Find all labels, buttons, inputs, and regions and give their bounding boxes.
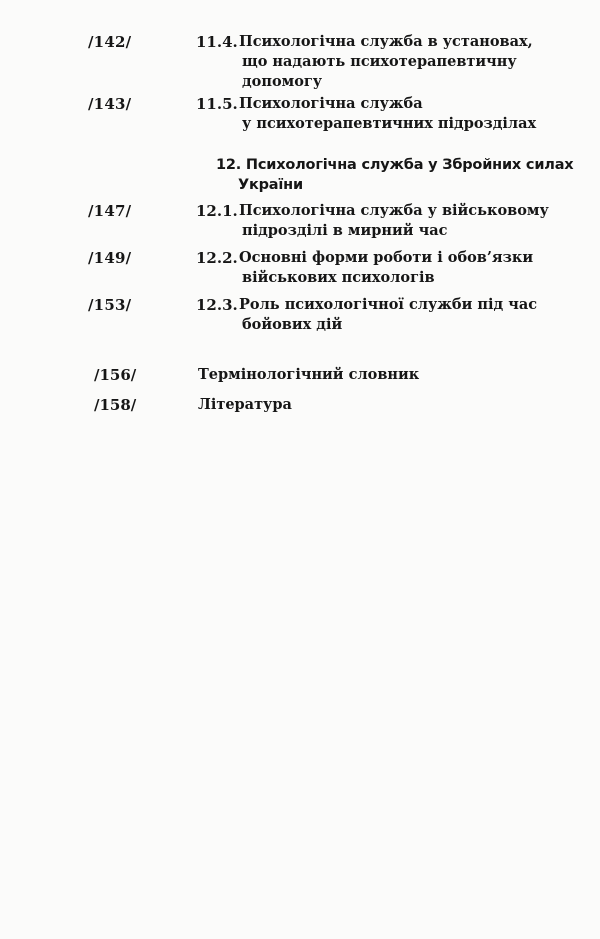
toc-entry-title-cont: допомогу bbox=[242, 73, 323, 90]
toc-entry-title: Психологічна служба у військовому bbox=[239, 202, 549, 219]
toc-page-number: /147/ bbox=[88, 202, 132, 220]
toc-section-heading-cont: України bbox=[238, 177, 303, 193]
toc-section-number: 11.5. bbox=[196, 95, 238, 113]
toc-page-number: /149/ bbox=[88, 249, 132, 267]
toc-section-number: 12.1. bbox=[196, 202, 238, 220]
toc-entry-title: Психологічна служба в установах, bbox=[239, 33, 533, 50]
toc-section-heading: 12. Психологічна служба у Збройних силах bbox=[216, 157, 574, 173]
toc-page-number: /143/ bbox=[88, 95, 132, 113]
toc-entry-title: Роль психологічної служби під час bbox=[239, 296, 538, 313]
toc-section-number: 12.3. bbox=[196, 296, 238, 314]
toc-entry-title-cont: у психотерапевтичних підрозділах bbox=[242, 115, 537, 132]
toc-entry-title: Психологічна служба bbox=[239, 95, 423, 112]
toc-page-number: /158/ bbox=[94, 396, 137, 414]
toc-section-number: 12.2. bbox=[196, 249, 238, 267]
toc-entry-title-cont: підрозділі в мирний час bbox=[242, 222, 448, 239]
toc-page-number: /142/ bbox=[88, 33, 132, 51]
toc-entry-title-cont: що надають психотерапевтичну bbox=[242, 53, 517, 70]
toc-entry-title: Основні форми роботи і обов’язки bbox=[239, 249, 534, 266]
toc-entry-title: Література bbox=[198, 396, 292, 413]
toc-section-number: 11.4. bbox=[196, 33, 238, 51]
toc-page-number: /153/ bbox=[88, 296, 132, 314]
toc-page-number: /156/ bbox=[94, 366, 137, 384]
toc-entry-title: Термінологічний словник bbox=[198, 366, 420, 383]
toc-entry-title-cont: бойових дій bbox=[242, 316, 343, 333]
toc-entry-title-cont: військових психологів bbox=[242, 269, 435, 286]
